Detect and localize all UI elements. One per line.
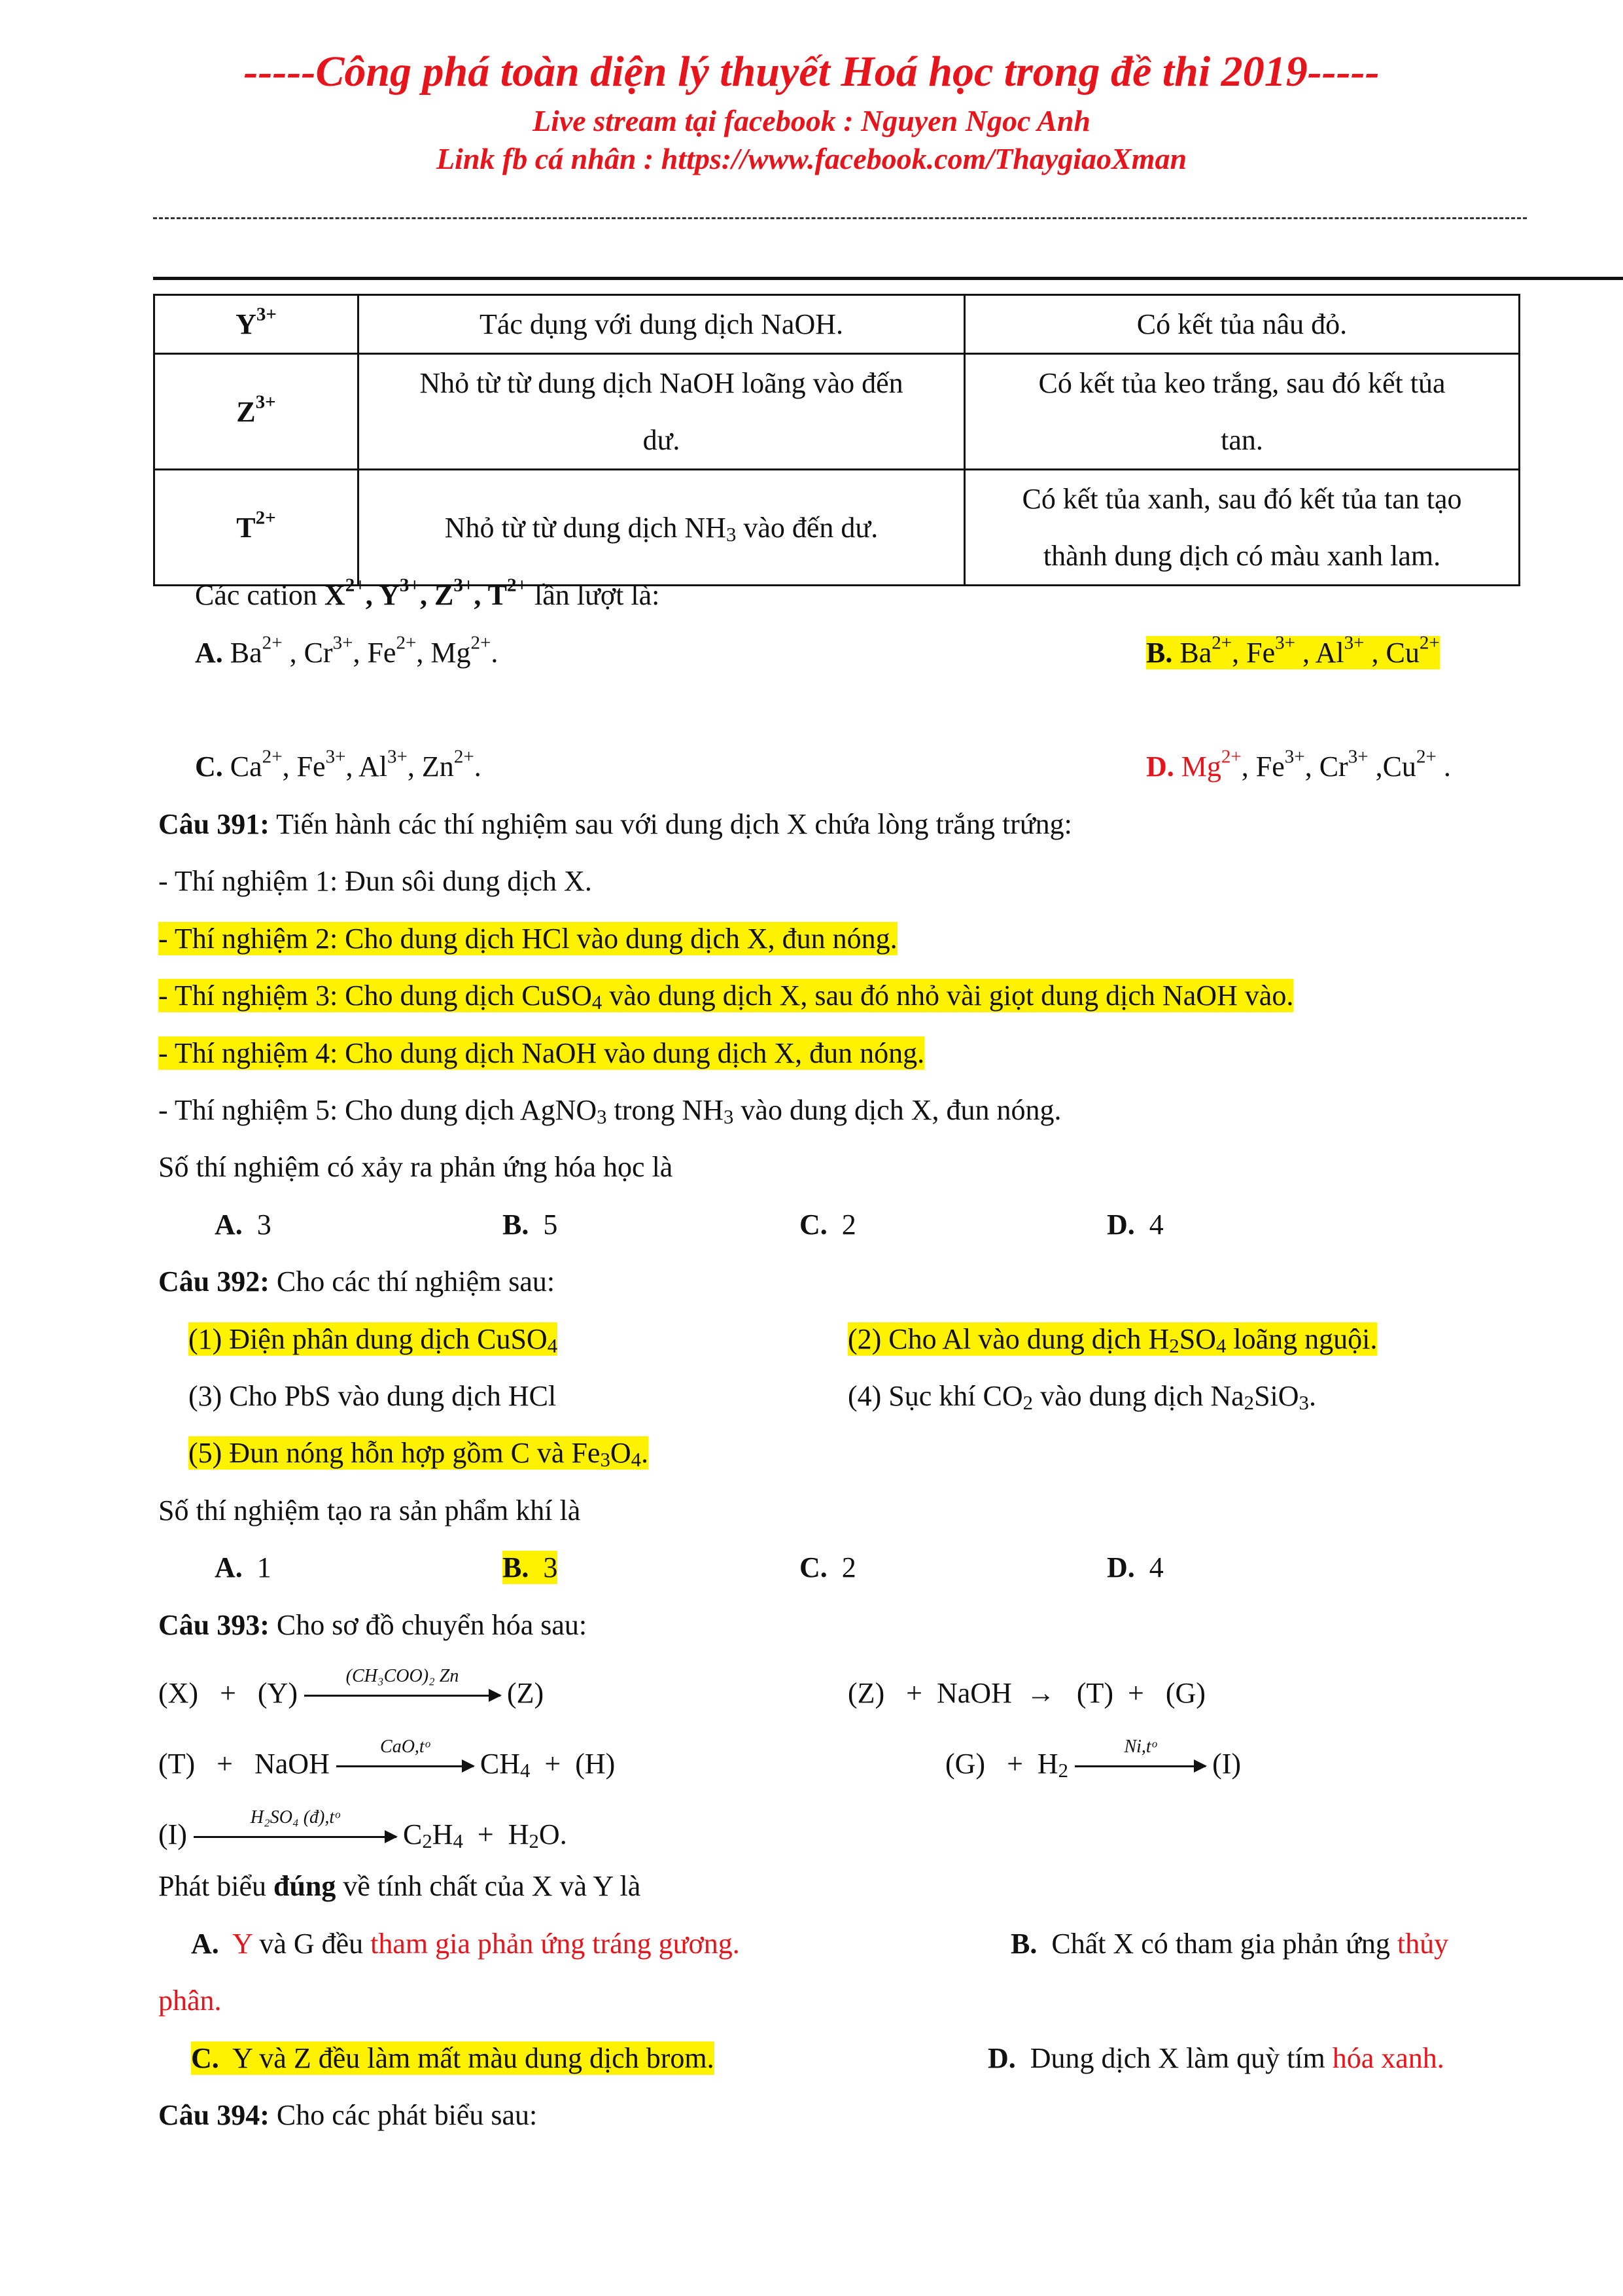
reaction-arrow: H₂SO₄ (đ),tᵒ [194,1836,396,1838]
experiment-cell: Tác dụng với dung dịch NaOH. [358,295,965,354]
reaction-4: $(G) + H_2$ Ni,tᵒ (I) [945,1737,1242,1782]
experiment-2: - Thí nghiệm 2: Cho dung dịch HCl vào dung dịch X, đun nóng. [158,923,898,955]
option-b[interactable]: B. Chất X có tham gia phản ứng thủy [1011,1928,1449,1960]
table-row [154,295,1520,354]
page-rule [153,277,1623,280]
option-d[interactable]: D. $Mg^{2+}$, $Fe^{3+}$, $Cr^{3+}$ $,Cu^{2+}$ . [1146,746,1451,783]
reaction-arrow: (CH₃COO)₂ Zn [304,1695,500,1697]
option-c[interactable]: C. Y và Z đều làm mất màu dung dịch brom. [191,2042,714,2074]
question-prompt: Số thí nghiệm có xảy ra phản ứng hóa học là [158,1151,673,1183]
option-c[interactable]: C. 2 [799,1209,856,1241]
question-392: Câu 392: Cho các thí nghiệm sau: [158,1265,555,1298]
option-a[interactable]: A. Y và G đều tham gia phản ứng tráng gương. [191,1928,740,1960]
cation-table [153,294,1520,586]
option-b-continuation: phân. [158,1985,222,2017]
result-cell: Có kết tủa nâu đỏ. [965,295,1520,354]
experiment-1: - Thí nghiệm 1: Đun sôi dung dịch X. [158,865,592,897]
experiment-5: (5) Đun nóng hỗn hợp gồm C và $Fe_3O_4$. [188,1437,649,1472]
question-393: Câu 393: Cho sơ đồ chuyển hóa sau: [158,1609,587,1641]
question-stem: Các cation $X^{2+}$, $Y^{3+}$, $Z^{3+}$, $T^{2+}$ lần lượt là: [195,574,660,611]
experiment-3: - Thí nghiệm 3: Cho dung dịch CuSO$_4$ vào dung dịch X, sau đó nhỏ vài giọt dung dịch NaOH vào. [158,980,1294,1014]
experiment-1: (1) Điện phân dung dịch CuSO$_4$ [188,1323,558,1358]
option-a[interactable]: A. $Ba^{2+}$ , $Cr^{3+}$, $Fe^{2+}$, $Mg^{2+}$. [195,632,498,669]
question-prompt: Số thí nghiệm tạo ra sản phẩm khí là [158,1494,581,1527]
table-row [154,354,1520,470]
facebook-link[interactable]: Link fb cá nhân : https://www.facebook.com/ThaygiaoXman [436,142,1187,175]
ion-cell: $T^{2+}$ [154,470,358,586]
livestream-line: Live stream tại facebook : Nguyen Ngoc Anh [532,104,1091,137]
reaction-arrow: CaO,tᵒ [336,1765,474,1767]
dashed-divider [153,217,1527,219]
question-prompt: Phát biểu đúng về tính chất của X và Y là [158,1870,641,1902]
table-row [154,470,1520,586]
experiment-2: (2) Cho Al vào dung dịch $H_2SO_4$ loãng nguội. [848,1323,1378,1358]
result-cell: Có kết tủa keo trắng, sau đó kết tủa tan. [965,354,1520,470]
experiment-cell: Nhỏ từ từ dung dịch NaOH loãng vào đến dư. [358,354,965,470]
option-a[interactable]: A. 3 [215,1209,271,1241]
option-b[interactable]: B. 5 [502,1209,558,1241]
question-394: Câu 394: Cho các phát biểu sau: [158,2099,538,2131]
option-b[interactable]: B. 3 [502,1551,558,1583]
reaction-2: (Z) + NaOH → (T) + (G) [848,1677,1206,1709]
result-cell: Có kết tủa xanh, sau đó kết tủa tan tạo thành dung dịch có màu xanh lam. [965,470,1520,586]
option-a[interactable]: A. 1 [215,1551,271,1583]
option-d[interactable]: D. 4 [1107,1209,1164,1241]
option-c[interactable]: C. 2 [799,1551,856,1583]
experiment-3: (3) Cho PbS vào dung dịch HCl [188,1380,557,1412]
option-b[interactable]: B. $Ba^{2+}$, $Fe^{3+}$ , $Al^{3+}$ , $Cu^{2+}$ [1146,632,1440,669]
experiment-4: - Thí nghiệm 4: Cho dung dịch NaOH vào dung dịch X, đun nóng. [158,1037,925,1069]
experiment-cell: Nhỏ từ từ dung dịch $NH_3$ vào đến dư. [358,470,965,586]
option-c[interactable]: C. $Ca^{2+}$, $Fe^{3+}$, $Al^{3+}$, $Zn^{2+}$. [195,746,481,783]
option-d[interactable]: D. Dung dịch X làm quỳ tím hóa xanh. [988,2042,1444,2074]
reaction-arrow: Ni,tᵒ [1075,1765,1206,1767]
reaction-1: (X) + (Y) (CH₃COO)₂ Zn (Z) [158,1666,544,1709]
ion-cell: $Y^{3+}$ [154,295,358,354]
experiment-4: (4) Sục khí $CO_2$ vào dung dịch $Na_2SiO_3$. [848,1380,1316,1415]
reaction-5: (I) H₂SO₄ (đ),tᵒ $C_2H_4 + H_2O$. [158,1807,567,1853]
experiment-5: - Thí nghiệm 5: Cho dung dịch AgNO$_3$ trong $NH_3$ vào dung dịch X, đun nóng. [158,1094,1062,1129]
ion-cell: $Z^{3+}$ [154,354,358,470]
option-d[interactable]: D. 4 [1107,1551,1164,1583]
reaction-3: (T) + NaOH CaO,tᵒ $CH_4 + (H)$ [158,1737,616,1782]
question-391: Câu 391: Tiến hành các thí nghiệm sau với dung dịch X chứa lòng trắng trứng: [158,808,1072,840]
document-title: -----Công phá toàn diện lý thuyết Hoá học trong đề thi 2019----- [243,48,1380,96]
